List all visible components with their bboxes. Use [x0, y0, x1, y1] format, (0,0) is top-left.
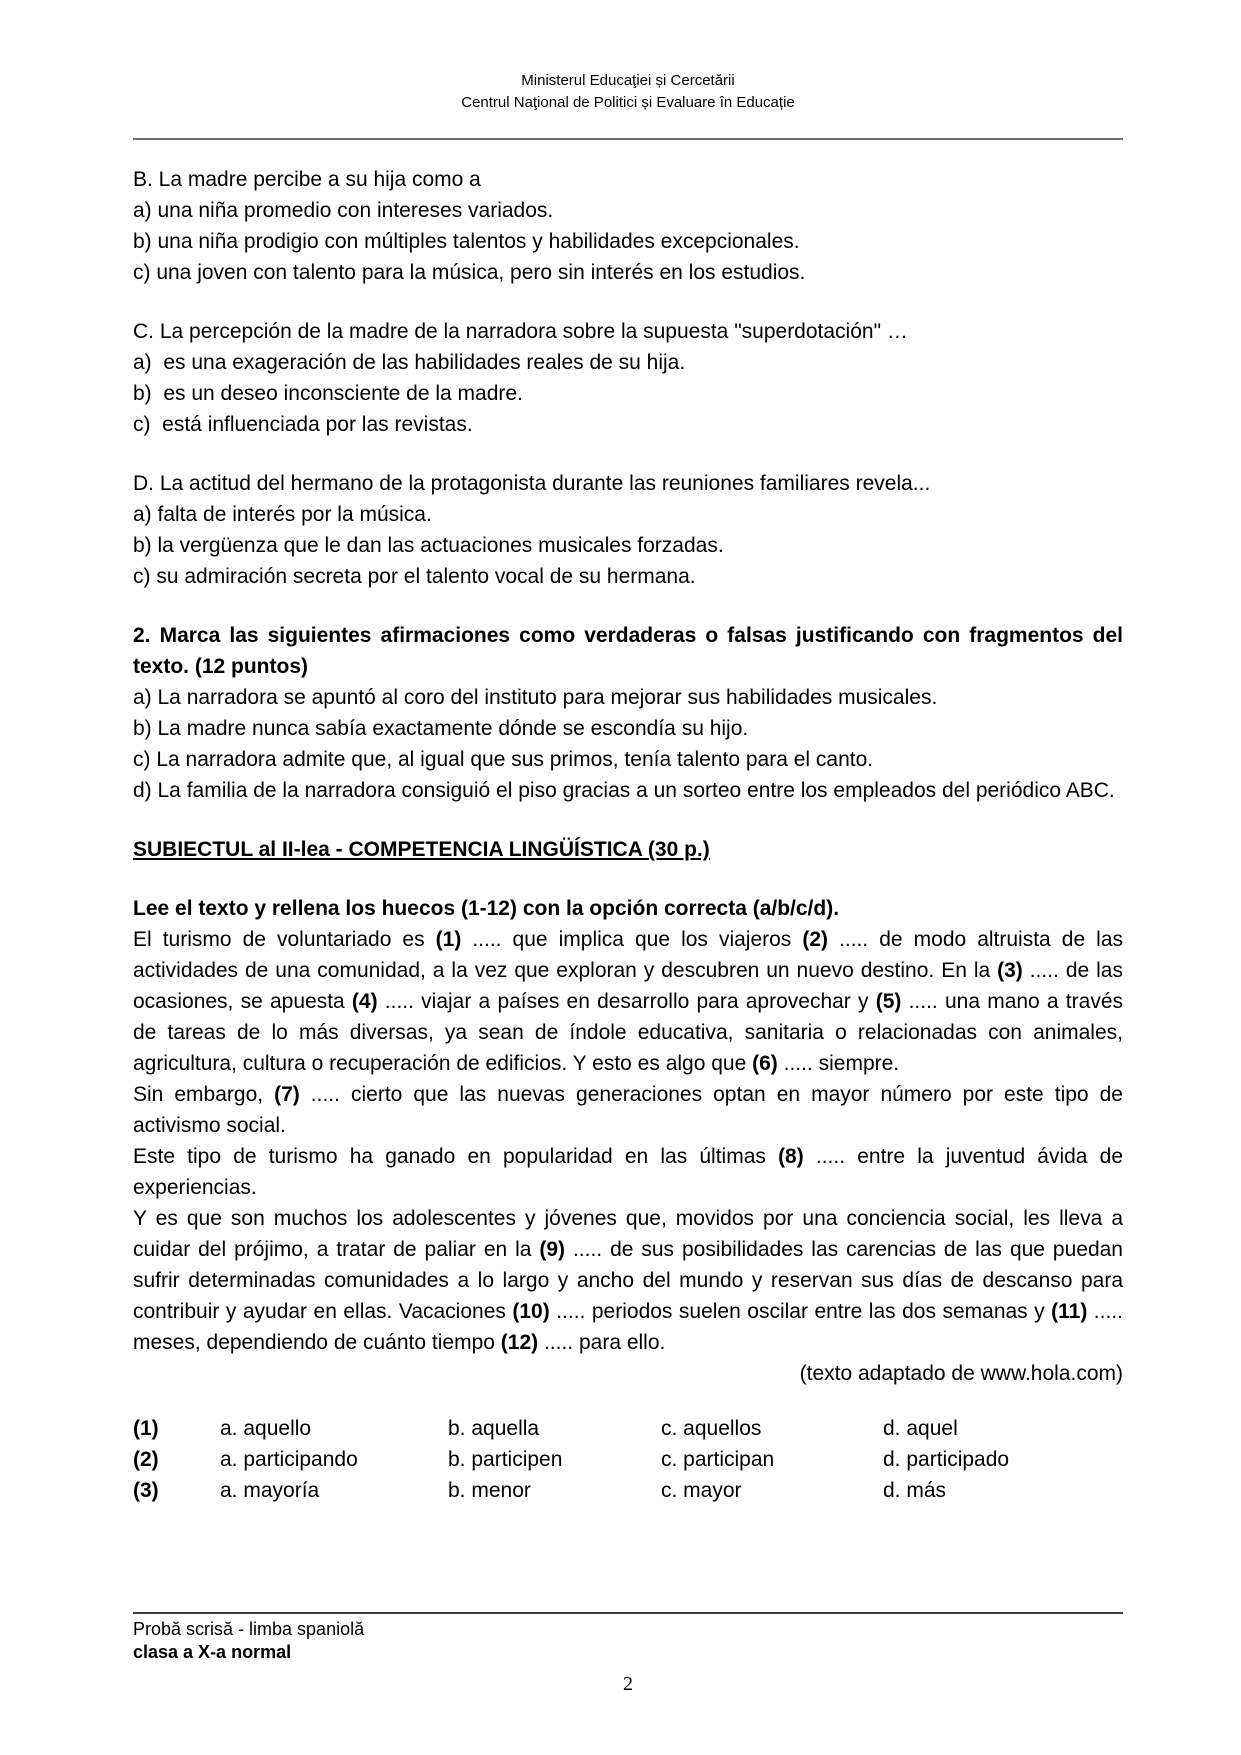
gap-option-a: a. aquello — [220, 1417, 312, 1440]
spacer — [133, 806, 1123, 834]
gap-option-b: b. aquella — [448, 1417, 540, 1440]
gap-option-c: c. participan — [661, 1448, 775, 1471]
question-b — [133, 164, 1123, 288]
question-c-option-b: b) es un deseo inconsciente de la madre. — [133, 382, 523, 405]
gap-options-row-1 — [133, 1413, 1123, 1444]
question-d — [133, 468, 1123, 592]
gap-fill-paragraph-2: Sin embargo, (7) ..... cierto que las nuevas generaciones optan en mayor número por este tipo de activismo social. — [133, 1083, 1129, 1137]
task2-statement-d: d) La familia de la narradora consiguió el piso gracias a un sorteo entre los empleados del periódico ABC. — [133, 779, 1115, 802]
page-number: 2 — [623, 1673, 633, 1695]
text-source: (texto adaptado de www.hola.com) — [799, 1362, 1123, 1385]
gap-row-number: (1) — [133, 1417, 159, 1440]
gap-fill-paragraph-4: Y es que son muchos los adolescentes y jóvenes que, movidos por una conciencia social, les lleva a cuidar del prójimo, a tratar de paliar en la (9) ..... de sus posibilidades las carencias de las que puedan sufrir determinadas comunidades a lo largo y ancho del mundo y reservan sus días de descanso para contribuir y ayudar en ellas. Vacaciones (10) ..... periodos suelen oscilar entre las dos semanas y (11) ..... meses, dependiendo de cuánto tiempo (12) ..... para ello. — [133, 1207, 1129, 1354]
gap-option-d: d. aquel — [883, 1417, 958, 1440]
gap-fill-exercise — [133, 893, 1129, 1389]
gap-fill-paragraph-1: El turismo de voluntariado es (1) ..... que implica que los viajeros (2) ..... de modo altruista de las actividades de una comunidad, a la vez que exploran y descubren un nuevo destino. En la (3) ..... de las ocasiones, se apuesta (4) ..... viajar a países en desarrollo para aprovechar y (5) ..... una mano a través de tareas de lo más diversas, ya sean de índole educativa, sanitaria o relacionadas con animales, agricultura, cultura o recuperación de edificios. Y esto es algo que (6) ..... siempre. — [133, 928, 1129, 1075]
gap-options-row-3 — [133, 1475, 1123, 1506]
task2-statement-a: a) La narradora se apuntó al coro del instituto para mejorar sus habilidades musicales. — [133, 686, 938, 709]
footer-exam-name: Probă scrisă - limba spaniolă — [133, 1619, 365, 1639]
task2 — [133, 620, 1129, 806]
question-d-stem: D. La actitud del hermano de la protagonista durante las reuniones familiares revela... — [133, 472, 931, 495]
question-c — [133, 316, 1123, 440]
gap-row-number: (3) — [133, 1479, 159, 1502]
gap-row-number: (2) — [133, 1448, 159, 1471]
spacer — [133, 1389, 1123, 1413]
gap-option-a: a. mayoría — [220, 1479, 320, 1502]
question-d-option-a: a) falta de interés por la música. — [133, 503, 432, 526]
question-b-option-b: b) una niña prodigio con múltiples talentos y habilidades excepcionales. — [133, 230, 800, 253]
gap-option-c: c. mayor — [661, 1479, 742, 1502]
gap-option-c: c. aquellos — [661, 1417, 762, 1440]
task2-statement-c: c) La narradora admite que, al igual que sus primos, tenía talento para el canto. — [133, 748, 874, 771]
document-header — [133, 0, 1123, 114]
gap-option-d: d. participado — [883, 1448, 1010, 1471]
gap-fill-instruction: Lee el texto y rellena los huecos (1-12) con la opción correcta (a/b/c/d). — [133, 897, 840, 920]
subject2-title: SUBIECTUL al II-lea - COMPETENCIA LINGÜÍSTICA (30 p.) — [133, 838, 710, 861]
question-c-option-c: c) está influenciada por las revistas. — [133, 413, 473, 436]
footer-divider — [133, 1612, 1123, 1614]
gap-options-table — [133, 1413, 1123, 1506]
exam-body — [133, 164, 1129, 1506]
gap-option-b: b. menor — [448, 1479, 531, 1502]
question-c-stem: C. La percepción de la madre de la narradora sobre la supuesta "superdotación" … — [133, 320, 908, 343]
question-b-stem: B. La madre percibe a su hija como a — [133, 168, 481, 191]
document-footer — [133, 1612, 1123, 1696]
gap-fill-paragraph-3: Este tipo de turismo ha ganado en popularidad en las últimas (8) ..... entre la juventud ávida de experiencias. — [133, 1145, 1129, 1199]
spacer — [133, 865, 1123, 893]
gap-option-a: a. participando — [220, 1448, 358, 1471]
question-b-option-c: c) una joven con talento para la música, pero sin interés en los estudios. — [133, 261, 806, 284]
header-divider — [133, 138, 1123, 140]
gap-option-d: d. más — [883, 1479, 947, 1502]
task2-statement-b: b) La madre nunca sabía exactamente dónde se escondía su hijo. — [133, 717, 749, 740]
task2-title: 2. Marca las siguientes afirmaciones como verdaderas o falsas justificando con fragmentos del texto. (12 puntos) — [133, 624, 1129, 678]
spacer — [133, 288, 1123, 316]
ministry-name: Ministerul Educaţiei și Cercetării — [521, 72, 735, 89]
spacer — [133, 440, 1123, 468]
gap-option-b: b. participen — [448, 1448, 563, 1471]
center-name: Centrul Naţional de Politici și Evaluare în Educație — [461, 94, 795, 111]
question-b-option-a: a) una niña promedio con intereses variados. — [133, 199, 554, 222]
question-d-option-b: b) la vergüenza que le dan las actuaciones musicales forzadas. — [133, 534, 724, 557]
question-d-option-c: c) su admiración secreta por el talento vocal de su hermana. — [133, 565, 696, 588]
question-c-option-a: a) es una exageración de las habilidades reales de su hija. — [133, 351, 686, 374]
spacer — [133, 592, 1123, 620]
gap-options-row-2 — [133, 1444, 1123, 1475]
footer-class-name: clasa a X-a normal — [133, 1642, 292, 1662]
